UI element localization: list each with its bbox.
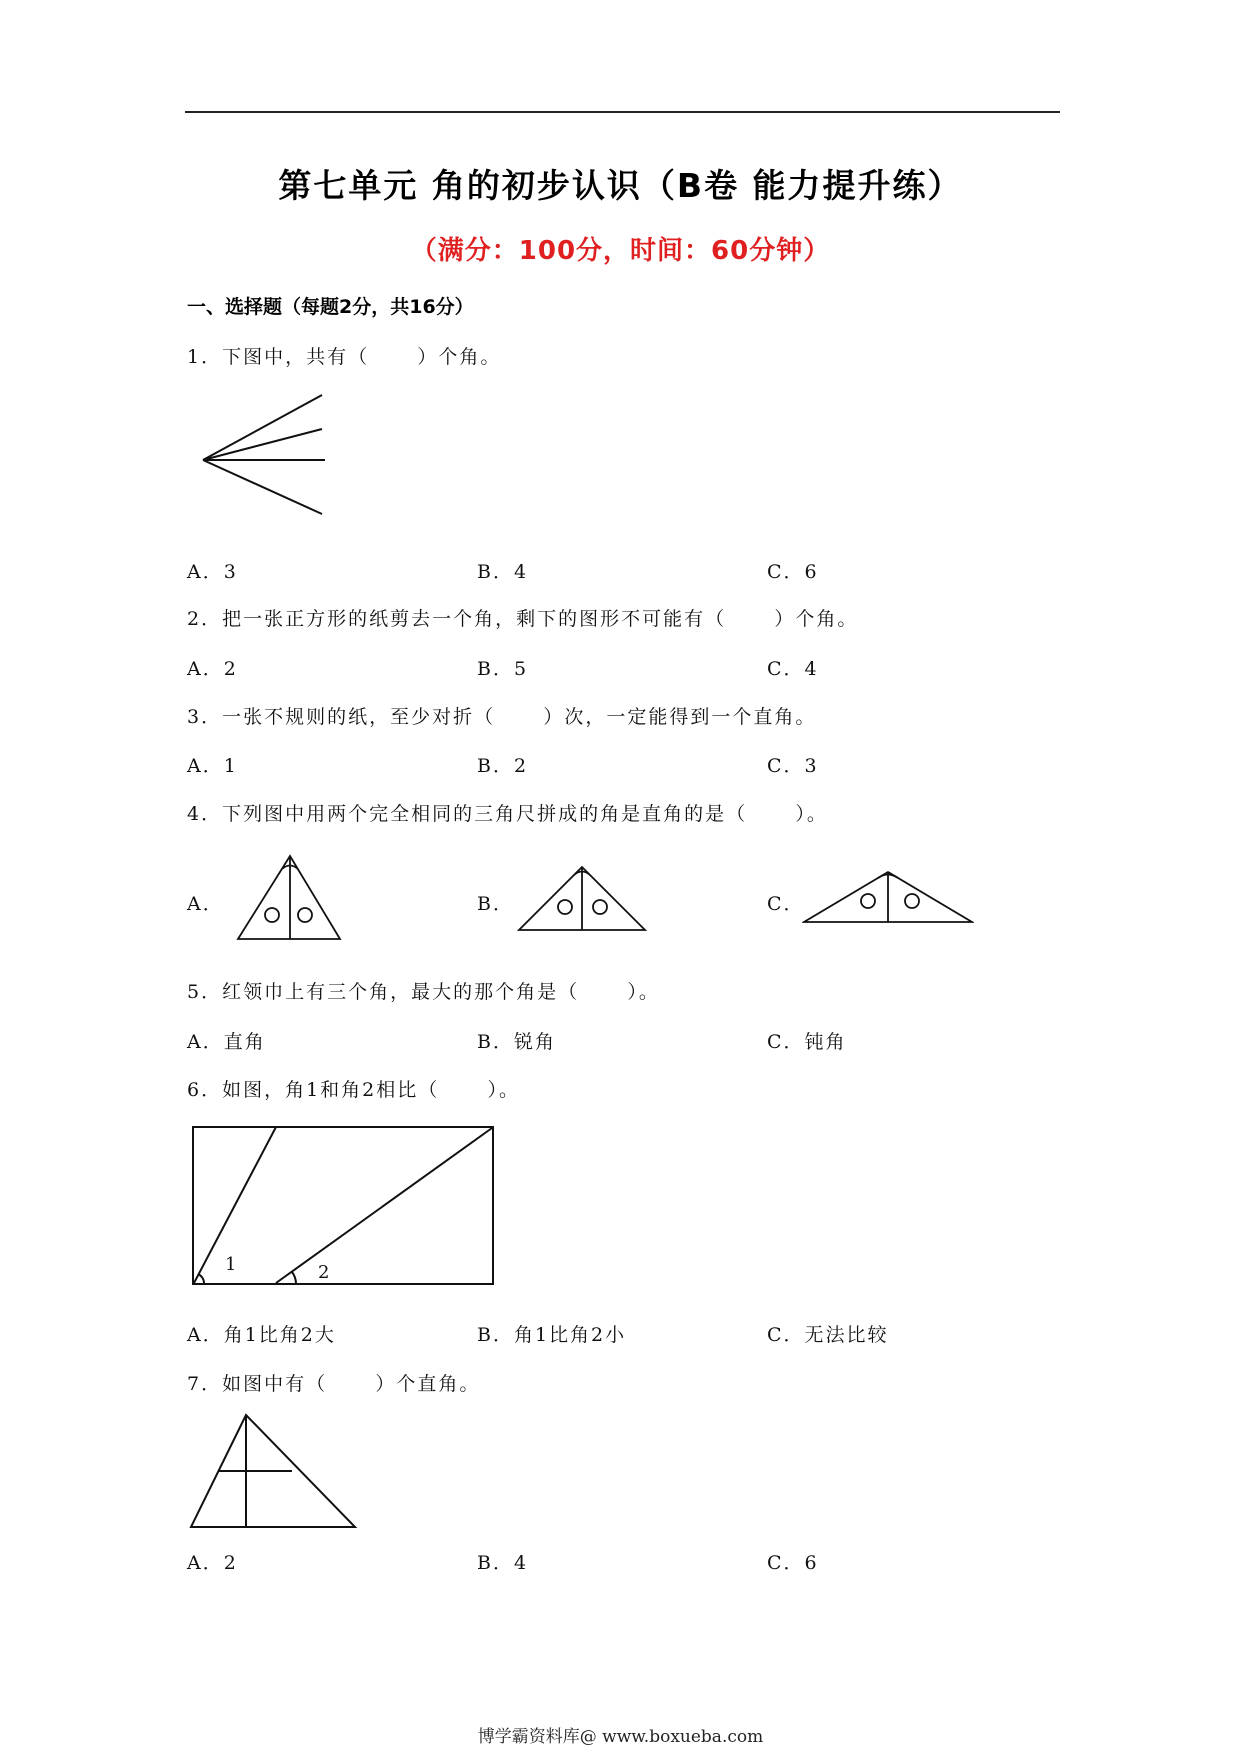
q7-triangle-figure — [189, 1412, 359, 1530]
q1-option-b[interactable]: B．4 — [477, 561, 529, 583]
question-7: 7．如图中有（ ）个直角。 — [187, 1373, 481, 1395]
q4-figure-a[interactable] — [236, 853, 344, 943]
q6-option-b[interactable]: B．角1比角2小 — [477, 1324, 627, 1346]
q7-option-c[interactable]: C．6 — [767, 1552, 819, 1574]
q3-option-b[interactable]: B．2 — [477, 755, 529, 777]
angle-2-label: 2 — [318, 1262, 330, 1283]
footer-watermark: 博学霸资料库@ www.boxueba.com — [477, 1727, 764, 1747]
q2-option-c[interactable]: C．4 — [767, 658, 819, 680]
q2-option-a[interactable]: A．2 — [187, 658, 238, 680]
q5-option-a[interactable]: A．直角 — [187, 1031, 266, 1053]
q4-figure-c[interactable] — [802, 869, 974, 925]
q2-option-b[interactable]: B．5 — [477, 658, 529, 680]
page-title: 第七单元 角的初步认识（B卷 能力提升练） — [278, 166, 963, 205]
q3-option-a[interactable]: A．1 — [187, 755, 238, 777]
q4-figure-b[interactable] — [516, 864, 648, 934]
q5-option-b[interactable]: B．锐角 — [477, 1031, 556, 1053]
angle-1-label: 1 — [225, 1254, 237, 1275]
question-5: 5．红领巾上有三个角，最大的那个角是（ ）。 — [187, 981, 660, 1003]
q5-option-c[interactable]: C．钝角 — [767, 1031, 847, 1053]
q4-option-a[interactable]: A． — [187, 893, 224, 915]
question-2: 2．把一张正方形的纸剪去一个角，剩下的图形不可能有（ ）个角。 — [187, 608, 859, 630]
q7-option-a[interactable]: A．2 — [187, 1552, 238, 1574]
question-3: 3．一张不规则的纸，至少对折（ ）次，一定能得到一个直角。 — [187, 706, 817, 728]
q1-rays-figure — [195, 390, 335, 520]
top-divider — [185, 111, 1060, 113]
question-1: 1．下图中，共有（ ）个角。 — [187, 346, 502, 368]
q1-option-c[interactable]: C．6 — [767, 561, 819, 583]
question-6: 6．如图，角1和角2相比（ ）。 — [187, 1079, 521, 1101]
question-4: 4．下列图中用两个完全相同的三角尺拼成的角是直角的是（ ）。 — [187, 803, 828, 825]
q6-rectangle-figure — [190, 1124, 496, 1288]
q4-option-c[interactable]: C． — [767, 893, 805, 915]
q6-option-a[interactable]: A．角1比角2大 — [187, 1324, 336, 1346]
q1-option-a[interactable]: A．3 — [187, 561, 238, 583]
section-title: 一、选择题（每题2分，共16分） — [187, 296, 474, 318]
q3-option-c[interactable]: C．3 — [767, 755, 819, 777]
q6-option-c[interactable]: C．无法比较 — [767, 1324, 889, 1346]
q4-option-b[interactable]: B． — [477, 893, 514, 915]
page-subtitle: （满分：100分，时间：60分钟） — [410, 236, 831, 266]
q7-option-b[interactable]: B．4 — [477, 1552, 529, 1574]
